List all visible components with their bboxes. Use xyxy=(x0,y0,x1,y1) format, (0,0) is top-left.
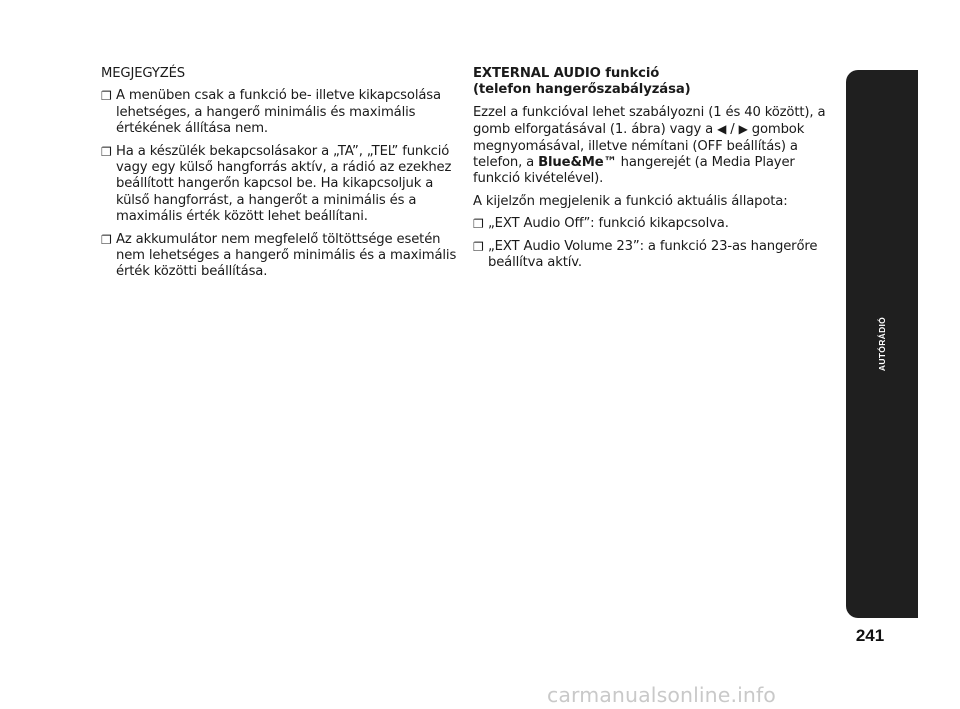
description-paragraph xyxy=(473,105,833,188)
status-bullet-text: „EXT Audio Off”: funkció kikapcsolva. xyxy=(488,216,729,232)
note-bullet-text: Ha a készülék bekapcsolásakor a „TA”, „TEL” funkció vagy egy külső hangforrás aktív, a rádió az ezekhez beállított hangerőn kapcsol be. Ha kikapcsoljuk a külső hangforrást, a hangerőt a minimális és a maximális érték között lehet beállítani. xyxy=(116,143,452,225)
checkbox-bullet-icon: ❐ xyxy=(101,89,112,104)
checkbox-bullet-icon: ❐ xyxy=(473,217,484,232)
brand-name: Blue&Me™ xyxy=(538,155,617,171)
section-title-line1: EXTERNAL AUDIO funkció xyxy=(473,66,660,81)
checkbox-bullet-icon: ❐ xyxy=(101,144,112,159)
page-number: 241 xyxy=(855,626,885,645)
note-bullet-3 xyxy=(101,232,461,281)
note-bullet-text: Az akkumulátor nem megfelelő töltöttsége esetén nem lehetséges a hangerő minimális és a maximális érték közötti beállítása. xyxy=(116,231,457,280)
checkbox-bullet-icon: ❐ xyxy=(101,232,112,247)
chapter-side-tab xyxy=(846,70,918,618)
section-title-line2: (telefon hangerőszabályzása) xyxy=(473,82,691,98)
right-column xyxy=(473,66,833,277)
note-bullet-2 xyxy=(101,144,461,226)
status-bullet-text: „EXT Audio Volume 23”: a funkció 23-as hangerőre beállítva aktív. xyxy=(488,238,818,271)
arrow-right-icon: ▶ xyxy=(738,122,748,137)
description-text-2: gombok megnyomásával, illetve némítani (OFF beállítás) a telefon, a xyxy=(473,122,805,171)
note-bullet-1 xyxy=(101,88,461,137)
note-title: MEGJEGYZÉS xyxy=(101,66,186,81)
status-bullet-2 xyxy=(473,239,833,272)
checkbox-bullet-icon: ❐ xyxy=(473,239,484,254)
section-title xyxy=(473,66,833,99)
slash-text: / xyxy=(726,122,739,138)
watermark: carmanualsonline.info xyxy=(547,683,776,707)
note-bullet-text: A menüben csak a funkció be- illetve kikapcsolása lehetséges, a hangerő minimális és maximális értékének állítása nem. xyxy=(116,88,441,137)
description-text-3: hangerejét (a Media Player funkció kivételével). xyxy=(473,155,795,187)
status-bullet-1 xyxy=(473,216,833,232)
left-column xyxy=(101,66,461,287)
display-status-paragraph: A kijelzőn megjelenik a funkció aktuális állapota: xyxy=(473,193,788,209)
chapter-tab-label: AUTÓRÁDIÓ xyxy=(876,316,887,372)
arrow-left-icon: ◀ xyxy=(717,122,727,137)
description-text-1: Ezzel a funkcióval lehet szabályozni (1 és 40 között), a gomb elforgatásával (1. ábra) vagy a xyxy=(473,104,826,138)
